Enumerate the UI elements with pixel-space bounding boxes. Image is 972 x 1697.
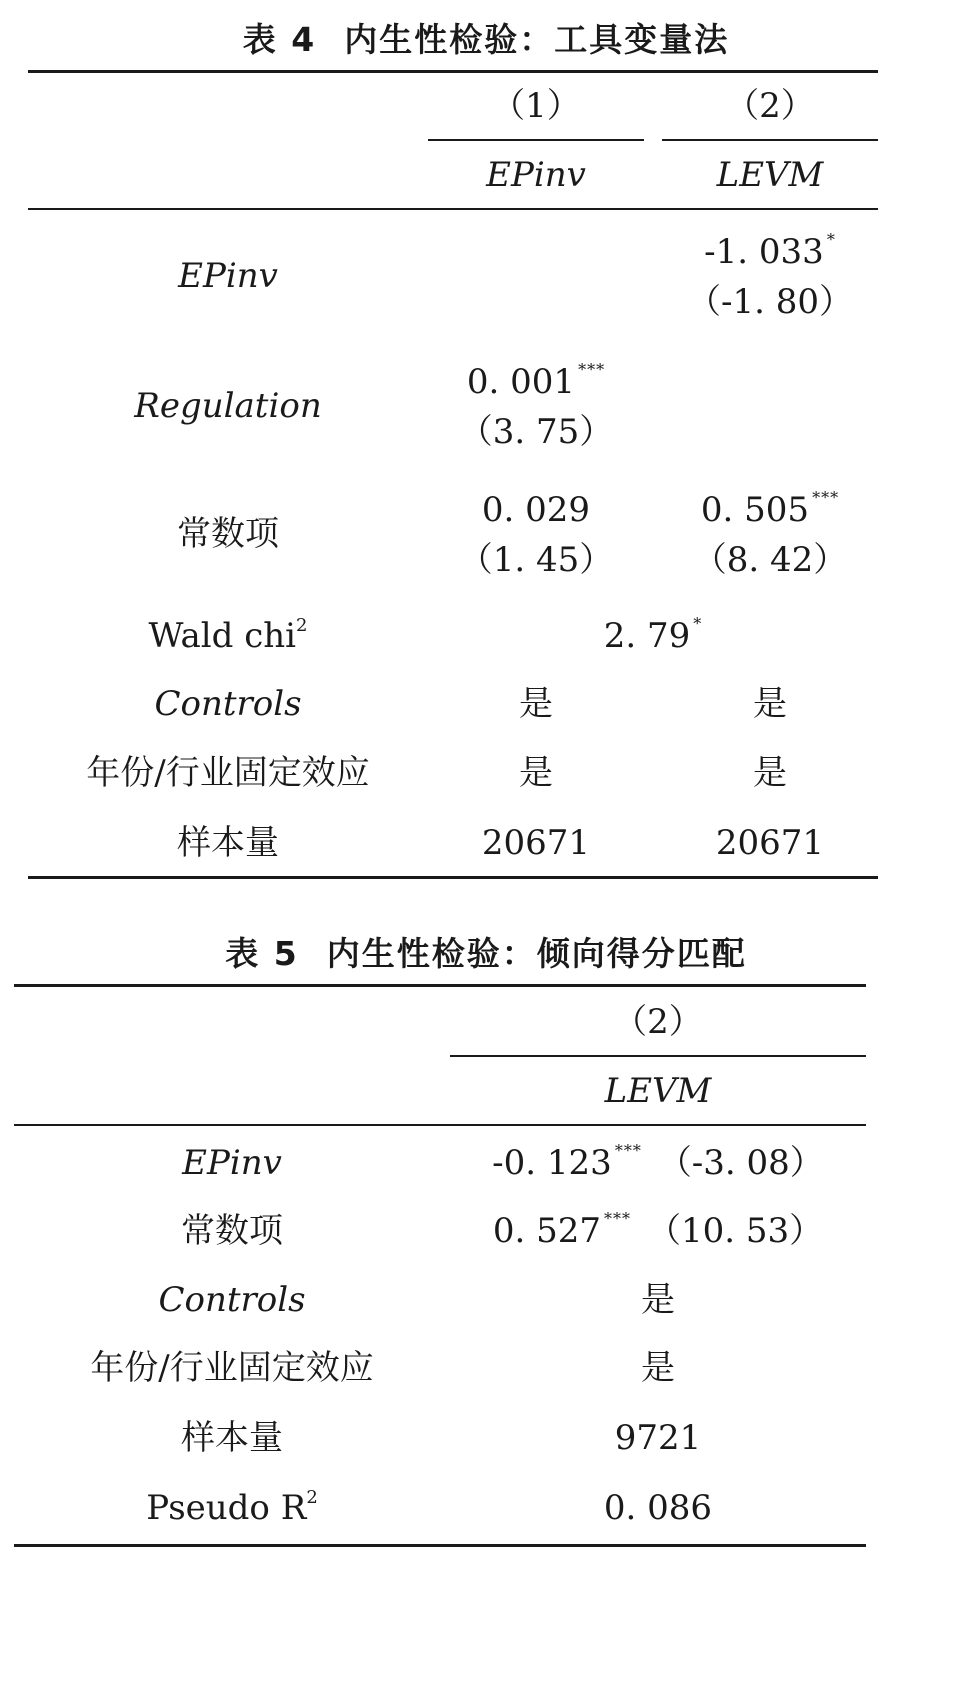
table5-bottom-rule bbox=[14, 1544, 866, 1547]
table4-controls-c2: 是 bbox=[753, 684, 787, 724]
table5-mid-rule bbox=[14, 1124, 866, 1126]
table5-epinv-value: -0. 123 *** （-3. 08） bbox=[492, 1141, 824, 1183]
table5-number: 表 5 bbox=[225, 934, 299, 973]
table4-number: 表 4 bbox=[242, 20, 317, 59]
table4-constant-c2-t: （8. 42） bbox=[692, 540, 848, 580]
table4-epinv-c2-t: （-1. 80） bbox=[687, 282, 853, 322]
table4-wald-value: 2. 79 * bbox=[603, 614, 703, 656]
table4-col1-rule bbox=[428, 139, 644, 141]
table4-col1-number: （1） bbox=[491, 86, 581, 126]
table5-title-text: 内生性检验：倾向得分匹配 bbox=[326, 934, 747, 973]
table4-title-text: 内生性检验：工具变量法 bbox=[344, 20, 730, 59]
table4-row-regulation-label: Regulation bbox=[134, 386, 322, 426]
table5-col-var: LEVM bbox=[604, 1071, 712, 1111]
table5-col-rule bbox=[450, 1055, 866, 1057]
table5-row-epinv-label: EPinv bbox=[182, 1143, 282, 1183]
table5-row-fe-label: 年份/行业固定效应 bbox=[90, 1348, 374, 1388]
table5-col-number: （2） bbox=[613, 1002, 703, 1042]
table5-n-value: 9721 bbox=[614, 1418, 702, 1458]
table4-col1-var: EPinv bbox=[486, 155, 586, 195]
table4-top-rule bbox=[28, 70, 878, 73]
table5-row-controls-label: Controls bbox=[158, 1280, 306, 1320]
table4-row-controls-label: Controls bbox=[154, 684, 302, 724]
table4-row-wald-label: Wald chi$^2$ bbox=[148, 615, 308, 656]
table4-fe-c2: 是 bbox=[753, 753, 787, 793]
table4-constant-c1-coef: 0. 029 bbox=[481, 490, 591, 530]
table5-fe-value: 是 bbox=[641, 1348, 675, 1388]
table4-bottom-rule bbox=[28, 876, 878, 879]
table4-mid-rule bbox=[28, 208, 878, 210]
table5-controls-value: 是 bbox=[641, 1280, 675, 1320]
table4-row-constant-label: 常数项 bbox=[177, 514, 279, 554]
table4-constant-c2-coef: 0. 505 *** bbox=[700, 488, 840, 530]
table4-controls-c1: 是 bbox=[519, 684, 553, 724]
table5-row-constant-label: 常数项 bbox=[181, 1211, 283, 1251]
table4-col2-var: LEVM bbox=[716, 155, 824, 195]
table4-constant-c1-t: （1. 45） bbox=[458, 540, 614, 580]
table4-n-c2: 20671 bbox=[715, 823, 825, 863]
table5-top-rule bbox=[14, 984, 866, 987]
table5-constant-value: 0. 527 *** （10. 53） bbox=[492, 1209, 824, 1251]
table4-row-fe-label: 年份/行业固定效应 bbox=[86, 753, 370, 793]
table4-title bbox=[0, 14, 972, 61]
table4-epinv-c2-coef: -1. 033 * bbox=[704, 230, 836, 272]
table5-title bbox=[0, 928, 972, 975]
table4-row-n-label: 样本量 bbox=[177, 823, 279, 863]
table4-regulation-c1-coef: 0. 001 *** bbox=[466, 360, 606, 402]
table4-fe-c1: 是 bbox=[519, 753, 553, 793]
table5-pseudo-value: 0. 086 bbox=[603, 1488, 713, 1528]
table4-col2-number: （2） bbox=[725, 86, 815, 126]
table4-n-c1: 20671 bbox=[481, 823, 591, 863]
table4-col2-rule bbox=[662, 139, 878, 141]
table5-row-n-label: 样本量 bbox=[181, 1418, 283, 1458]
table4-row-epinv-label: EPinv bbox=[178, 256, 278, 296]
table4-regulation-c1-t: （3. 75） bbox=[458, 412, 614, 452]
table5-row-pseudo-label: Pseudo $R^2$ bbox=[146, 1487, 318, 1528]
